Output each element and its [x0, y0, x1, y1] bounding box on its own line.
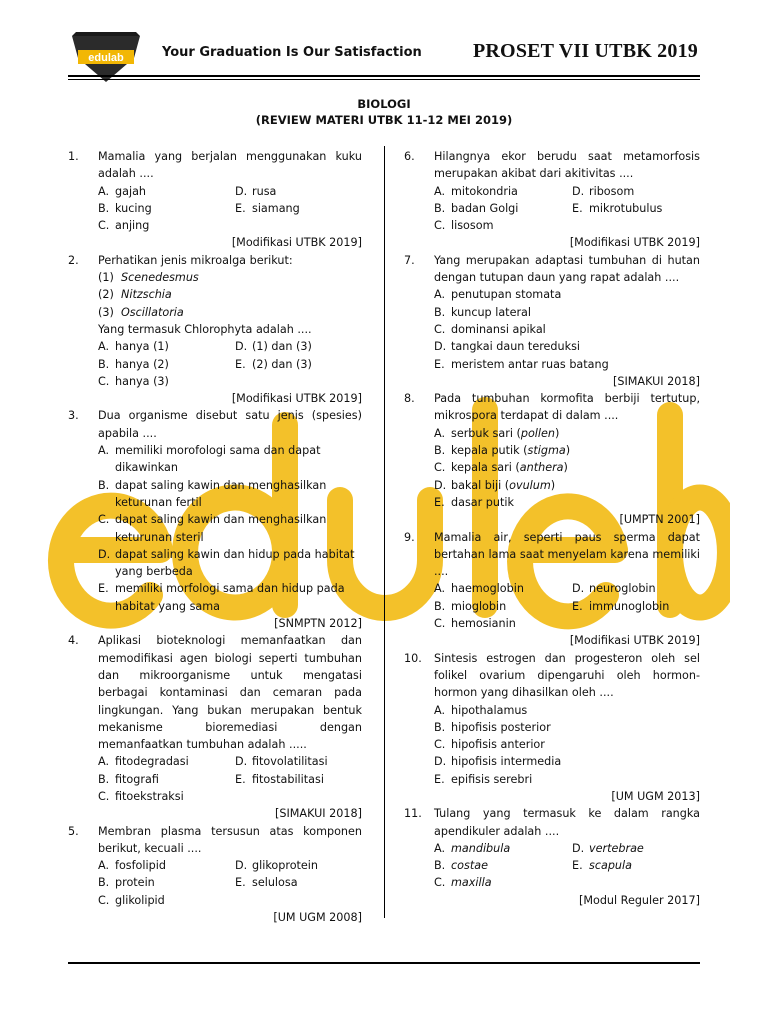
option-text: immunoglobin [589, 599, 670, 613]
option-letter: E. [235, 876, 246, 890]
option-text: hipofisis intermedia [451, 755, 562, 769]
option-letter: B. [434, 201, 446, 215]
answer-option [434, 321, 700, 338]
answer-option [98, 183, 225, 200]
question-source: [SIMAKUI 2018] [275, 807, 362, 821]
option-text: dasar putik [451, 495, 514, 509]
question-text: Sintesis estrogen dan progesteron oleh sel folikel ovarium dipengaruhi oleh hormon-hormon yang dihasilkan oleh .... [434, 651, 700, 700]
option-letter: A. [98, 755, 110, 769]
option-text: costae [451, 859, 488, 873]
answer-option [434, 840, 562, 857]
answer-option [98, 753, 225, 770]
option-letter: D. [235, 340, 248, 354]
option-letter: B. [434, 859, 446, 873]
option-text: (2) dan (3) [252, 357, 312, 371]
option-letter: D. [434, 755, 447, 769]
answer-option [434, 477, 700, 494]
option-letter: E. [572, 599, 583, 613]
statement-label: (3) [98, 305, 114, 319]
option-text: kuncup lateral [451, 305, 532, 319]
option-letter: E. [434, 495, 445, 509]
answer-option [235, 338, 362, 355]
answer-option [434, 598, 562, 615]
answer-option [98, 373, 225, 390]
answer-option [572, 200, 700, 217]
option-letter: C. [98, 219, 110, 233]
answer-option [98, 892, 225, 909]
question-item [404, 390, 700, 528]
question-item [68, 148, 362, 252]
question-number: 6. [404, 150, 415, 163]
option-text: serbuk sari (pollen) [451, 426, 560, 440]
option-text: dapat saling kawin dan menghasilkan keturunan fertil [115, 478, 327, 509]
answer-option [235, 771, 362, 788]
option-letter: B. [98, 876, 110, 890]
header-rule-thin [68, 79, 700, 80]
question-item [404, 529, 700, 650]
answer-options [434, 286, 700, 372]
option-text: siamang [252, 201, 300, 215]
answer-option [434, 442, 700, 459]
question-item [404, 650, 700, 806]
option-letter: D. [235, 755, 248, 769]
option-letter: A. [434, 288, 446, 302]
question-number: 1. [68, 150, 79, 163]
option-letter: C. [98, 893, 110, 907]
option-letter: E. [572, 859, 583, 873]
option-text: hanya (1) [115, 340, 169, 354]
option-text: haemoglobin [451, 582, 524, 596]
option-letter: D. [434, 340, 447, 354]
option-letter: D. [434, 478, 447, 492]
option-text: hipofisis anterior [451, 738, 545, 752]
option-text: gajah [115, 184, 147, 198]
answer-option [98, 442, 362, 477]
option-text: mioglobin [451, 599, 507, 613]
option-text: lisosom [451, 219, 494, 233]
option-letter: B. [98, 772, 110, 786]
question-source: [Modifikasi UTBK 2019] [569, 634, 700, 648]
subject-subtitle: (REVIEW MATERI UTBK 11-12 MEI 2019) [255, 113, 513, 127]
option-text: protein [115, 876, 155, 890]
question-source: [UM UGM 2008] [273, 911, 362, 925]
tagline: Your Graduation Is Our Satisfaction [162, 45, 422, 60]
answer-option [572, 183, 700, 200]
option-text: dominansi apikal [451, 322, 546, 336]
proset-title: PROSET VII UTBK 2019 [473, 40, 698, 62]
question-text: Mamalia yang berjalan menggunakan kuku adalah .... [98, 150, 362, 181]
question-text: Tulang yang termasuk ke dalam rangka apendikuler adalah .... [434, 807, 700, 838]
answer-option [434, 753, 700, 770]
answer-option [235, 356, 362, 373]
option-text: vertebrae [589, 841, 644, 855]
question-number: 9. [404, 530, 415, 544]
option-letter: A. [98, 859, 110, 873]
answer-option [434, 719, 700, 736]
statement-label: (1) [98, 271, 114, 285]
option-letter: A. [434, 841, 446, 855]
option-letter: D. [572, 582, 585, 596]
answer-option [434, 286, 700, 303]
answer-options [434, 702, 700, 788]
option-letter: A. [98, 184, 110, 198]
option-letter: C. [434, 461, 446, 475]
answer-options [98, 338, 362, 390]
option-text: glikoprotein [252, 859, 319, 873]
option-text: scapula [589, 859, 632, 873]
question-item [404, 252, 700, 390]
option-text: ribosom [589, 184, 635, 198]
answer-options [98, 442, 362, 615]
option-letter: C. [434, 219, 446, 233]
option-letter: A. [434, 582, 446, 596]
question-item [68, 632, 362, 822]
option-letter: C. [98, 789, 110, 803]
answer-option [98, 200, 225, 217]
answer-option [434, 425, 700, 442]
question-source: [SIMAKUI 2018] [613, 374, 700, 388]
option-text: dapat saling kawin dan hidup pada habitat yang berbeda [115, 547, 355, 579]
answer-option [434, 356, 700, 373]
answer-option [572, 840, 700, 857]
question-source: [Modifikasi UTBK 2019] [231, 236, 362, 250]
option-letter: B. [98, 478, 110, 492]
statement-item [98, 304, 362, 321]
question-text: Mamalia air, seperti paus sperma dapat bertahan lama saat menyelam karena memiliki .... [434, 530, 700, 579]
statement-item [98, 286, 362, 303]
option-text: fitodegradasi [115, 755, 189, 769]
question-item [68, 252, 362, 408]
question-text: Dua organisme disebut satu jenis (spesies) apabila .... [98, 409, 362, 440]
option-letter: C. [98, 513, 110, 527]
answer-option [572, 598, 700, 615]
option-text: glikolipid [115, 893, 165, 907]
question-number: 7. [404, 253, 415, 267]
question-text: Hilangnya ekor berudu saat metamorfosis merupakan akibat dari akitivitas .... [434, 150, 700, 181]
answer-option [98, 580, 362, 615]
statement-item [98, 269, 362, 286]
option-letter: D. [235, 859, 248, 873]
question-text: Membran plasma tersusun atas komponen berikut, kecuali .... [98, 824, 362, 855]
answer-options [434, 580, 700, 632]
answer-option [98, 477, 362, 512]
option-text: fitoekstraksi [115, 789, 184, 803]
right-column [404, 148, 700, 909]
option-text: memiliki morfologi sama dan hidup pada habitat yang sama [115, 582, 345, 613]
option-text: mikrotubulus [589, 201, 663, 215]
question-item [68, 407, 362, 632]
option-letter: C. [434, 617, 446, 631]
option-letter: D. [235, 184, 248, 198]
statement-text: Oscillatoria [121, 305, 184, 319]
logo-text: edulab [88, 52, 124, 64]
question-item [68, 823, 362, 927]
option-letter: D. [98, 547, 111, 561]
option-letter: B. [434, 305, 446, 319]
answer-option [572, 580, 700, 597]
answer-option [434, 615, 562, 632]
option-letter: A. [98, 340, 110, 354]
answer-option [434, 304, 700, 321]
option-letter: A. [434, 426, 446, 440]
question-number: 2. [68, 253, 79, 267]
answer-option [434, 217, 562, 234]
option-text: kepala sari (anthera) [451, 461, 568, 475]
option-letter: C. [98, 374, 110, 388]
option-letter: E. [434, 772, 445, 786]
option-text: mitokondria [451, 184, 518, 198]
option-text: meristem antar ruas batang [451, 357, 609, 371]
option-text: kucing [115, 201, 152, 215]
question-text: Pada tumbuhan kormofita berbiji tertutup, mikrospora terdapat di dalam .... [434, 392, 700, 423]
question-item [404, 148, 700, 252]
option-text: selulosa [252, 876, 298, 890]
option-text: neuroglobin [589, 582, 656, 596]
answer-option [98, 788, 225, 805]
answer-options [434, 425, 700, 511]
column-divider [384, 146, 385, 918]
answer-option [235, 753, 362, 770]
option-text: dapat saling kawin dan menghasilkan keturunan steril [115, 513, 327, 544]
question-number: 10. [404, 651, 422, 665]
option-letter: C. [434, 322, 446, 336]
option-text: penutupan stomata [451, 288, 562, 302]
option-letter: E. [572, 201, 583, 215]
option-letter: B. [434, 444, 446, 458]
option-text: hanya (2) [115, 357, 169, 371]
option-letter: A. [434, 184, 446, 198]
option-text: anjing [115, 219, 150, 233]
option-text: maxilla [451, 876, 492, 890]
option-letter: E. [235, 772, 246, 786]
question-source: [UM UGM 2013] [611, 789, 700, 803]
question-prompt: Yang termasuk Chlorophyta adalah .... [98, 322, 312, 336]
answer-options [98, 753, 362, 805]
header-rule [68, 75, 700, 77]
option-text: hipothalamus [451, 703, 528, 717]
question-number: 5. [68, 824, 79, 838]
option-text: tangkai daun tereduksi [451, 340, 581, 354]
question-text: Aplikasi bioteknologi memanfaatkan dan memodifikasi agen biologi seperti tumbuhan dan mikroorganisme untuk mengatasi berbagai kontaminasi dan cemaran pada lingkungan. Yang bukan merupakan bentuk mekanisme bioremediasi dengan memanfaatkan tumbuhan adalah ..... [98, 634, 362, 752]
option-text: kepala putik (stigma) [451, 444, 571, 458]
option-text: rusa [252, 184, 277, 198]
answer-option [98, 857, 225, 874]
answer-options [434, 840, 700, 892]
question-item [404, 805, 700, 909]
question-source: [SNMPTN 2012] [274, 617, 362, 631]
statement-text: Nitzschia [121, 288, 172, 302]
option-text: bakal biji (ovulum) [451, 478, 556, 492]
answer-options [98, 857, 362, 909]
statement-label: (2) [98, 288, 114, 302]
option-letter: E. [434, 357, 445, 371]
option-text: mandibula [451, 841, 511, 855]
option-text: fitografi [115, 772, 159, 786]
question-source: [Modifikasi UTBK 2019] [231, 392, 362, 406]
option-letter: B. [98, 201, 110, 215]
answer-option [235, 874, 362, 891]
question-source: [UMPTN 2001] [619, 513, 700, 527]
question-text: Perhatikan jenis mikroalga berikut: [98, 253, 293, 267]
question-number: 8. [404, 392, 415, 406]
answer-option [434, 183, 562, 200]
answer-option [434, 857, 562, 874]
answer-option [98, 338, 225, 355]
answer-option [434, 771, 700, 788]
question-number: 11. [404, 807, 422, 821]
option-letter: A. [98, 444, 110, 458]
option-letter: E. [98, 582, 109, 596]
option-letter: E. [235, 357, 246, 371]
option-text: hemosianin [451, 617, 516, 631]
answer-option [434, 580, 562, 597]
answer-option [98, 356, 225, 373]
answer-option [98, 217, 225, 234]
option-text: memiliki morofologi sama dan dapat dikawinkan [115, 444, 321, 475]
answer-option [434, 459, 700, 476]
answer-option [434, 736, 700, 753]
question-source: [Modul Reguler 2017] [578, 893, 700, 907]
answer-option [434, 874, 562, 891]
option-letter: B. [434, 599, 446, 613]
answer-option [572, 857, 700, 874]
answer-option [434, 200, 562, 217]
option-letter: C. [434, 876, 446, 890]
option-text: fosfolipid [115, 859, 166, 873]
option-letter: B. [434, 720, 446, 734]
option-letter: D. [572, 841, 585, 855]
option-text: fitostabilitasi [252, 772, 324, 786]
option-text: (1) dan (3) [252, 340, 312, 354]
left-column [68, 148, 362, 926]
answer-option [98, 874, 225, 891]
option-text: badan Golgi [451, 201, 519, 215]
answer-options [434, 183, 700, 235]
option-letter: C. [434, 738, 446, 752]
question-text: Yang merupakan adaptasi tumbuhan di hutan dengan tutupan daun yang rapat adalah .... [434, 253, 700, 285]
option-text: epifisis serebri [451, 772, 533, 786]
option-text: fitovolatilitasi [252, 755, 328, 769]
question-source: [Modifikasi UTBK 2019] [569, 236, 700, 250]
statement-text: Scenedesmus [121, 271, 199, 285]
question-number: 3. [68, 409, 79, 423]
answer-option [235, 183, 362, 200]
question-number: 4. [68, 634, 79, 648]
footer-rule [68, 962, 700, 964]
answer-option [98, 511, 362, 546]
answer-option [235, 857, 362, 874]
option-text: hipofisis posterior [451, 720, 551, 734]
answer-options [98, 183, 362, 235]
option-text: hanya (3) [115, 374, 169, 388]
answer-option [98, 771, 225, 788]
option-letter: B. [98, 357, 110, 371]
answer-option [434, 338, 700, 355]
answer-option [235, 200, 362, 217]
answer-option [434, 494, 700, 511]
option-letter: D. [572, 184, 585, 198]
answer-option [98, 546, 362, 581]
option-letter: A. [434, 703, 446, 717]
option-letter: E. [235, 201, 246, 215]
subject-title: BIOLOGI [357, 97, 411, 111]
answer-option [434, 702, 700, 719]
